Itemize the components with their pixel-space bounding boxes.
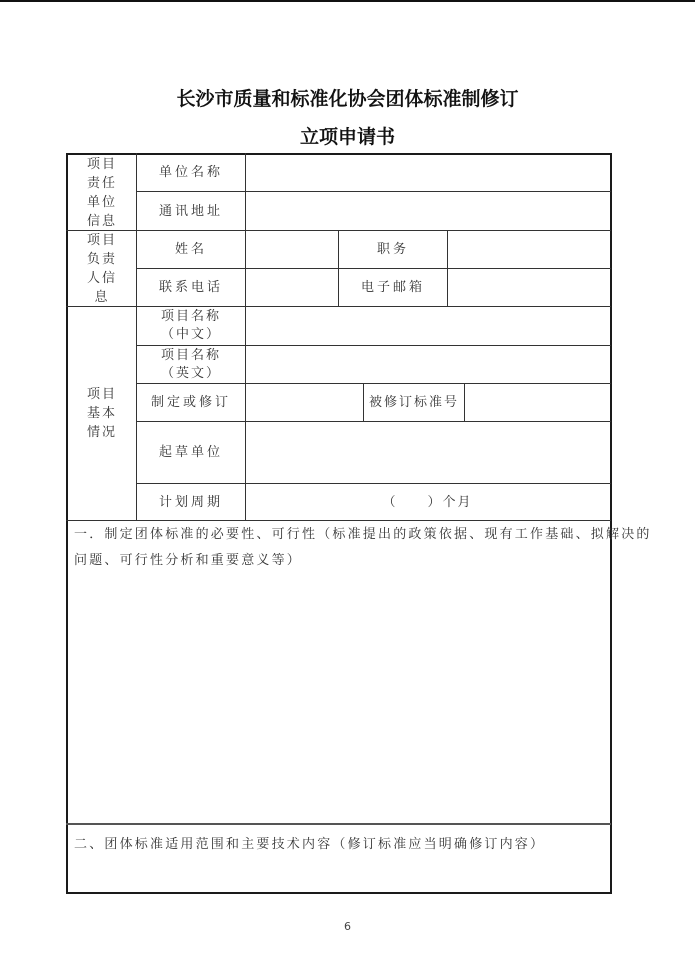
label-line: 项目 bbox=[86, 232, 117, 248]
label-line: （中文） bbox=[160, 327, 221, 342]
position-label: 职务 bbox=[376, 242, 409, 257]
drafter-label: 起草单位 bbox=[158, 445, 223, 460]
row-divider bbox=[66, 823, 611, 825]
email-label: 电子邮箱 bbox=[360, 280, 425, 295]
page-number: 6 bbox=[344, 920, 351, 933]
address-label: 通讯地址 bbox=[158, 203, 223, 219]
period-field[interactable]: （ ）个月 bbox=[382, 494, 473, 510]
name-en-field[interactable] bbox=[246, 346, 609, 383]
phone-field[interactable] bbox=[246, 269, 338, 306]
label-line: 情况 bbox=[86, 425, 117, 440]
label-line: 项目名称 bbox=[160, 347, 221, 363]
label-line: （英文） bbox=[160, 365, 221, 381]
label-line: 项目 bbox=[86, 156, 117, 172]
type-field[interactable] bbox=[246, 384, 363, 421]
row-divider bbox=[66, 520, 611, 521]
drafter-field[interactable] bbox=[246, 422, 609, 483]
document-title: 长沙市质量和标准化协会团体标准制修订 bbox=[176, 88, 519, 110]
address-field[interactable] bbox=[246, 192, 609, 230]
label-line: 责任 bbox=[86, 175, 117, 191]
unit-name-field[interactable] bbox=[246, 154, 609, 191]
section-one-textarea[interactable] bbox=[70, 575, 608, 821]
section-two-heading: 二、团体标准适用范围和主要技术内容（修订标准应当明确修订内容） bbox=[74, 837, 546, 852]
label-line: 单位 bbox=[86, 194, 117, 210]
name-cn-label bbox=[137, 307, 245, 345]
label-line: 项目 bbox=[86, 387, 117, 402]
name-en-label bbox=[137, 346, 245, 383]
label-line: 基本 bbox=[86, 406, 117, 421]
basic-section-label bbox=[68, 307, 136, 520]
position-field[interactable] bbox=[448, 231, 609, 268]
section-one-heading bbox=[74, 522, 652, 574]
email-field[interactable] bbox=[448, 269, 609, 306]
unit-name-label: 单位名称 bbox=[158, 165, 223, 180]
label-line: 项目名称 bbox=[160, 309, 221, 324]
name-cn-field[interactable] bbox=[246, 307, 609, 345]
phone-label: 联系电话 bbox=[158, 280, 223, 295]
label-line: 负责 bbox=[86, 251, 117, 267]
leader-section-label bbox=[68, 231, 136, 306]
revised-standard-no-field[interactable] bbox=[465, 384, 609, 421]
label-line: 息 bbox=[94, 289, 110, 305]
section-one-line2: 问题、可行性分析和重要意义等） bbox=[74, 553, 303, 568]
revised-standard-no-label: 被修订标准号 bbox=[368, 395, 459, 410]
document-subtitle: 立项申请书 bbox=[299, 126, 395, 148]
name-field[interactable] bbox=[246, 231, 338, 268]
section-one-line1: 一．制定团体标准的必要性、可行性（标准提出的政策依据、现有工作基础、拟解决的 bbox=[74, 527, 652, 542]
name-label: 姓名 bbox=[174, 242, 207, 257]
label-line: 人信 bbox=[86, 270, 117, 286]
section-two-textarea[interactable] bbox=[70, 860, 608, 890]
label-line: 信息 bbox=[86, 213, 117, 229]
period-label: 计划周期 bbox=[158, 494, 223, 510]
top-rule bbox=[0, 0, 695, 2]
type-label: 制定或修订 bbox=[150, 395, 231, 410]
unit-section-label bbox=[68, 155, 136, 230]
